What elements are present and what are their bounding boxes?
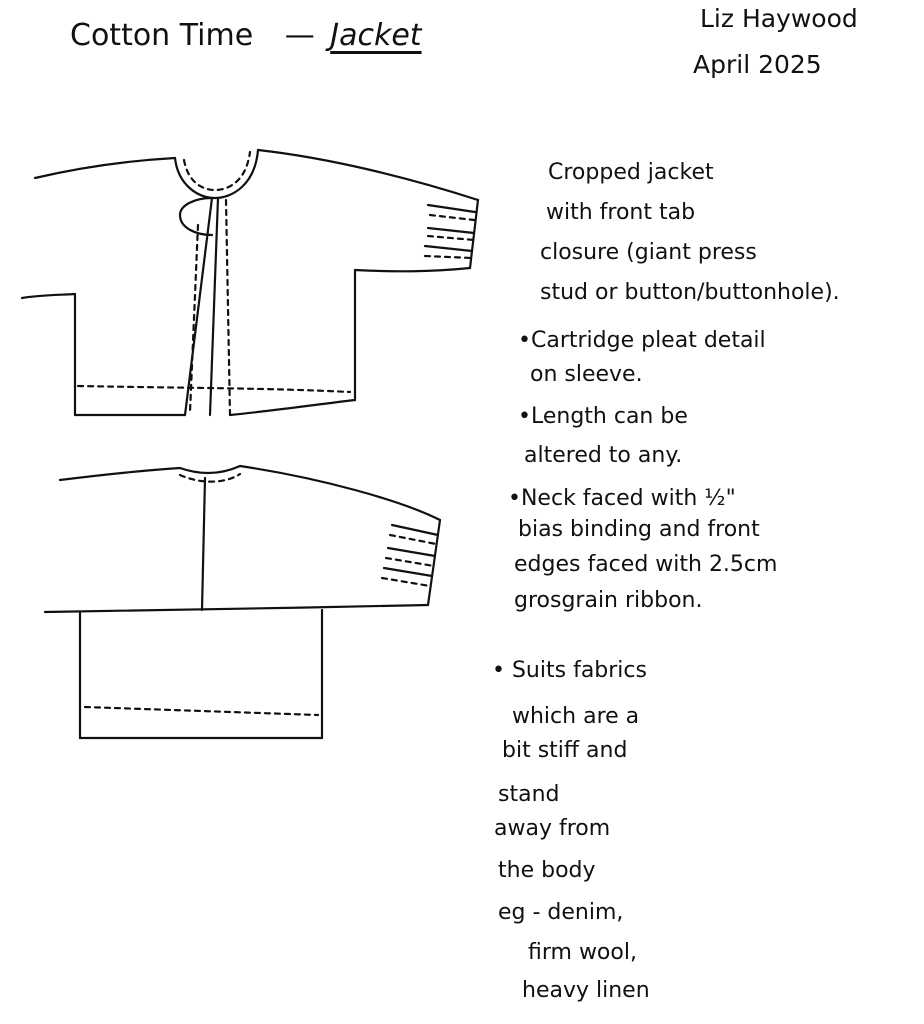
bullet-2-line-2: altered to any. [524, 443, 683, 468]
note-intro-line-2: with front tab [546, 200, 696, 225]
bullet-4-line-5: away from [494, 816, 611, 841]
back-neck-stitch [180, 474, 240, 482]
front-left-underarm [22, 294, 75, 415]
title-sub: Jacket [330, 18, 422, 53]
jacket-front-view [22, 150, 478, 415]
front-cartridge-pleats [425, 205, 475, 258]
author-name: Liz Haywood [700, 4, 858, 33]
title-separator: — [284, 18, 315, 53]
back-shoulder-line [60, 466, 440, 520]
front-hem-stitch [78, 386, 350, 392]
bullet-1-line-2: on sleeve. [530, 362, 643, 387]
bullet-4-line-1: • Suits fabrics [492, 658, 647, 683]
bullet-4-line-7: eg - denim, [498, 900, 624, 925]
front-right-underarm [355, 268, 470, 400]
bullet-3-line-2: bias binding and front [518, 517, 760, 542]
sketch-date: April 2025 [693, 50, 822, 79]
bullet-2-line-1: •Length can be [518, 404, 688, 429]
front-right-shoulder [258, 150, 478, 200]
front-neckline [175, 150, 258, 198]
bullet-3-line-1: •Neck faced with ½" [508, 486, 736, 511]
note-intro-line-1: Cropped jacket [548, 160, 714, 185]
bullet-3-line-3: edges faced with 2.5cm [514, 552, 778, 577]
bullet-4-line-6: the body [498, 858, 596, 883]
back-cartridge-pleats [382, 525, 438, 586]
note-intro-line-3: closure (giant press [540, 240, 757, 265]
bullet-4-line-4: stand [498, 782, 560, 807]
bullet-4-line-3: bit stiff and [502, 738, 628, 763]
front-left-shoulder [35, 158, 175, 178]
front-right-edge-stitch [226, 200, 230, 415]
note-intro-line-4: stud or button/buttonhole). [540, 280, 840, 305]
bullet-4-line-2: which are a [512, 704, 640, 729]
bullet-4-line-8: firm wool, [528, 940, 637, 965]
front-right-edge [210, 198, 218, 415]
bullet-1-line-1: •Cartridge pleat detail [518, 328, 766, 353]
title-main: Cotton Time [70, 18, 254, 53]
bullet-4-line-9: heavy linen [522, 978, 650, 1003]
front-neck-facing [184, 152, 250, 190]
back-center-seam [202, 478, 205, 610]
back-hem-stitch [85, 707, 318, 715]
front-hem-right [230, 400, 355, 415]
jacket-back-view [45, 466, 440, 738]
bullet-3-line-4: grosgrain ribbon. [514, 588, 703, 613]
back-sleeve-underline [45, 605, 428, 612]
